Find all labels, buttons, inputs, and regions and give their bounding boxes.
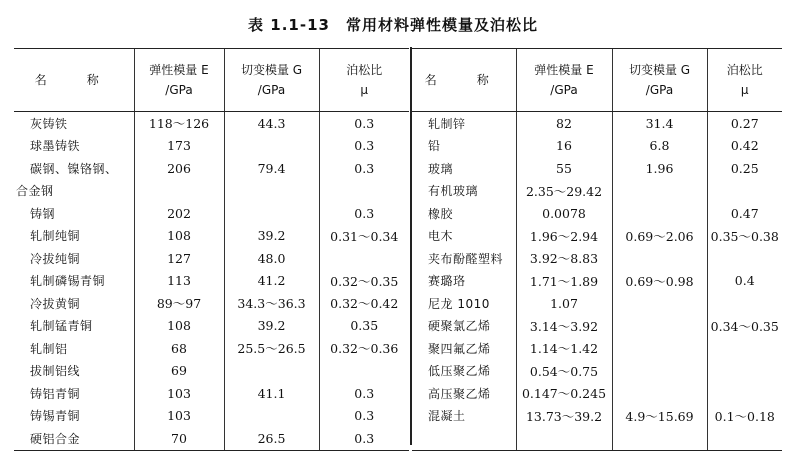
table-row (14, 405, 409, 428)
poisson-ratio-cell (707, 247, 782, 270)
elastic-modulus-cell: 3.14～3.92 (516, 315, 612, 338)
elastic-modulus-cell (134, 180, 224, 203)
material-name-cell: 夹布酚醛塑料 (428, 251, 504, 266)
poisson-ratio-cell (707, 180, 782, 203)
table-row (412, 427, 782, 450)
elastic-modulus-cell: 103 (134, 405, 224, 428)
table-caption: 表 1.1-13 常用材料弹性模量及泊松比 (248, 16, 538, 34)
material-name-cell: 高压聚乙烯 (428, 386, 491, 401)
shear-modulus-header: 切变模量 G /GPa (224, 49, 319, 112)
table-row (14, 157, 409, 180)
elastic-modulus-cell: 68 (134, 337, 224, 360)
right-table (412, 48, 782, 451)
poisson-ratio-cell (707, 292, 782, 315)
shear-modulus-cell: 44.3 (224, 112, 319, 135)
elastic-modulus-cell: 0.0078 (516, 202, 612, 225)
material-name-cell: 尼龙 1010 (428, 296, 490, 311)
poisson-ratio-cell: 0.34～0.35 (707, 315, 782, 338)
table-row (412, 247, 782, 270)
table-row (412, 270, 782, 293)
table-row (412, 405, 782, 428)
poisson-ratio-cell (707, 360, 782, 383)
poisson-ratio-cell: 0.3 (319, 405, 409, 428)
shear-modulus-cell (224, 405, 319, 428)
elastic-modulus-cell: 3.92～8.83 (516, 247, 612, 270)
poisson-ratio-header: 泊松比 μ (319, 49, 409, 112)
table-row (412, 292, 782, 315)
poisson-ratio-header: 泊松比 μ (707, 49, 782, 112)
shear-modulus-cell: 4.9～15.69 (612, 405, 707, 428)
shear-modulus-cell: 41.2 (224, 270, 319, 293)
left-table (14, 48, 409, 451)
material-name-cell: 混凝土 (428, 409, 466, 424)
material-name-cell: 合金钢 (16, 184, 54, 199)
shear-modulus-cell (612, 382, 707, 405)
elastic-modulus-cell: 1.96～2.94 (516, 225, 612, 248)
elastic-modulus-cell: 0.54～0.75 (516, 360, 612, 383)
table-row (412, 157, 782, 180)
shear-modulus-cell: 26.5 (224, 427, 319, 450)
poisson-ratio-cell: 0.3 (319, 427, 409, 450)
poisson-ratio-cell: 0.32～0.35 (319, 270, 409, 293)
material-name-cell: 铅 (428, 139, 441, 154)
shear-modulus-cell: 39.2 (224, 315, 319, 338)
header-row (14, 49, 409, 112)
poisson-ratio-cell (707, 382, 782, 405)
shear-modulus-header: 切变模量 G /GPa (612, 49, 707, 112)
table-row (14, 180, 409, 203)
elastic-modulus-header: 弹性模量 E /GPa (516, 49, 612, 112)
elastic-modulus-cell: 1.07 (516, 292, 612, 315)
table-row (14, 360, 409, 383)
poisson-ratio-cell: 0.27 (707, 112, 782, 135)
shear-modulus-cell: 31.4 (612, 112, 707, 135)
table-row (14, 202, 409, 225)
header-row (412, 49, 782, 112)
elastic-modulus-cell: 108 (134, 315, 224, 338)
shear-modulus-cell (612, 180, 707, 203)
table-row (14, 427, 409, 450)
shear-modulus-cell: 39.2 (224, 225, 319, 248)
poisson-ratio-cell: 0.42 (707, 135, 782, 158)
table-row (412, 225, 782, 248)
shear-modulus-cell (612, 360, 707, 383)
table-row (412, 202, 782, 225)
elastic-modulus-cell (516, 427, 612, 450)
elastic-modulus-cell: 89～97 (134, 292, 224, 315)
elastic-modulus-cell: 55 (516, 157, 612, 180)
table-row (14, 270, 409, 293)
material-name-cell: 低压聚乙烯 (428, 364, 491, 379)
material-name-cell: 碳钢、镍铬钢、 (30, 161, 118, 176)
shear-modulus-cell: 34.3～36.3 (224, 292, 319, 315)
poisson-ratio-cell: 0.47 (707, 202, 782, 225)
shear-modulus-cell (612, 315, 707, 338)
material-name-cell: 橡胶 (428, 206, 454, 221)
material-name-cell: 冷拔纯铜 (30, 251, 81, 266)
poisson-ratio-cell: 0.3 (319, 202, 409, 225)
material-name-cell: 玻璃 (428, 161, 454, 176)
elastic-modulus-cell: 82 (516, 112, 612, 135)
poisson-ratio-cell: 0.3 (319, 382, 409, 405)
elastic-modulus-cell: 0.147～0.245 (516, 382, 612, 405)
elastic-modulus-cell: 113 (134, 270, 224, 293)
material-name-cell: 电木 (428, 229, 454, 244)
elastic-modulus-cell: 103 (134, 382, 224, 405)
table-row (412, 360, 782, 383)
material-name-cell: 灰铸铁 (30, 116, 68, 131)
material-name-cell: 轧制锌 (428, 116, 466, 131)
table-row (412, 337, 782, 360)
poisson-ratio-cell (707, 427, 782, 450)
material-name-cell (412, 427, 516, 450)
elastic-modulus-cell: 1.14～1.42 (516, 337, 612, 360)
elastic-modulus-cell: 70 (134, 427, 224, 450)
poisson-ratio-cell: 0.35 (319, 315, 409, 338)
shear-modulus-cell (224, 180, 319, 203)
elastic-modulus-cell: 173 (134, 135, 224, 158)
shear-modulus-cell (612, 247, 707, 270)
elastic-modulus-cell: 108 (134, 225, 224, 248)
poisson-ratio-cell: 0.1～0.18 (707, 405, 782, 428)
table-row (14, 112, 409, 135)
material-name-cell: 铸铝青铜 (30, 386, 81, 401)
table-row (14, 315, 409, 338)
material-name-cell: 冷拔黄铜 (30, 296, 81, 311)
table-row (412, 135, 782, 158)
elastic-modulus-header: 弹性模量 E /GPa (134, 49, 224, 112)
material-name-cell: 拔制铝线 (30, 364, 81, 379)
shear-modulus-cell (612, 427, 707, 450)
material-name-cell: 硬聚氯乙烯 (428, 319, 491, 334)
poisson-ratio-cell: 0.3 (319, 157, 409, 180)
material-name-cell: 铸锡青铜 (30, 409, 81, 424)
shear-modulus-cell: 6.8 (612, 135, 707, 158)
poisson-ratio-cell: 0.4 (707, 270, 782, 293)
table-row (14, 135, 409, 158)
material-name-cell: 聚四氟乙烯 (428, 341, 491, 356)
shear-modulus-cell (224, 202, 319, 225)
table-row (412, 180, 782, 203)
poisson-ratio-cell: 0.32～0.36 (319, 337, 409, 360)
poisson-ratio-cell (319, 180, 409, 203)
elastic-modulus-cell: 202 (134, 202, 224, 225)
material-name-cell: 轧制锰青铜 (30, 319, 93, 334)
poisson-ratio-cell: 0.3 (319, 112, 409, 135)
table-row (14, 225, 409, 248)
poisson-ratio-cell (319, 247, 409, 270)
shear-modulus-cell: 48.0 (224, 247, 319, 270)
poisson-ratio-cell (319, 360, 409, 383)
table-row (14, 382, 409, 405)
elastic-modulus-cell: 127 (134, 247, 224, 270)
material-name-cell: 轧制铝 (30, 341, 68, 356)
material-name-cell: 轧制磷锡青铜 (30, 274, 106, 289)
poisson-ratio-cell: 0.25 (707, 157, 782, 180)
poisson-ratio-cell: 0.32～0.42 (319, 292, 409, 315)
material-name-cell: 有机玻璃 (428, 184, 479, 199)
elastic-modulus-cell: 1.71～1.89 (516, 270, 612, 293)
shear-modulus-cell: 25.5～26.5 (224, 337, 319, 360)
elastic-modulus-cell: 69 (134, 360, 224, 383)
poisson-ratio-cell: 0.3 (319, 135, 409, 158)
poisson-ratio-cell: 0.31～0.34 (319, 225, 409, 248)
shear-modulus-cell: 79.4 (224, 157, 319, 180)
table-row (412, 112, 782, 135)
material-name-cell: 球墨铸铁 (30, 139, 81, 154)
material-name-cell: 赛璐珞 (428, 274, 466, 289)
poisson-ratio-cell: 0.35～0.38 (707, 225, 782, 248)
material-name-cell: 铸钢 (30, 206, 56, 221)
elastic-modulus-cell: 2.35～29.42 (516, 180, 612, 203)
name-header: 名 称 (14, 49, 134, 112)
shear-modulus-cell (612, 292, 707, 315)
name-header: 名 称 (412, 49, 516, 112)
table-row (412, 382, 782, 405)
elastic-modulus-cell: 13.73～39.2 (516, 405, 612, 428)
material-name-cell: 轧制纯铜 (30, 229, 81, 244)
shear-modulus-cell: 1.96 (612, 157, 707, 180)
shear-modulus-cell: 0.69～2.06 (612, 225, 707, 248)
table-row (14, 292, 409, 315)
material-name-cell: 硬铝合金 (14, 427, 134, 450)
table-row (14, 337, 409, 360)
shear-modulus-cell (224, 360, 319, 383)
elastic-modulus-cell: 118～126 (134, 112, 224, 135)
shear-modulus-cell (612, 337, 707, 360)
elastic-modulus-cell: 206 (134, 157, 224, 180)
shear-modulus-cell: 0.69～0.98 (612, 270, 707, 293)
shear-modulus-cell: 41.1 (224, 382, 319, 405)
poisson-ratio-cell (707, 337, 782, 360)
elastic-modulus-cell: 16 (516, 135, 612, 158)
table-row (412, 315, 782, 338)
table-row (14, 247, 409, 270)
shear-modulus-cell (612, 202, 707, 225)
shear-modulus-cell (224, 135, 319, 158)
